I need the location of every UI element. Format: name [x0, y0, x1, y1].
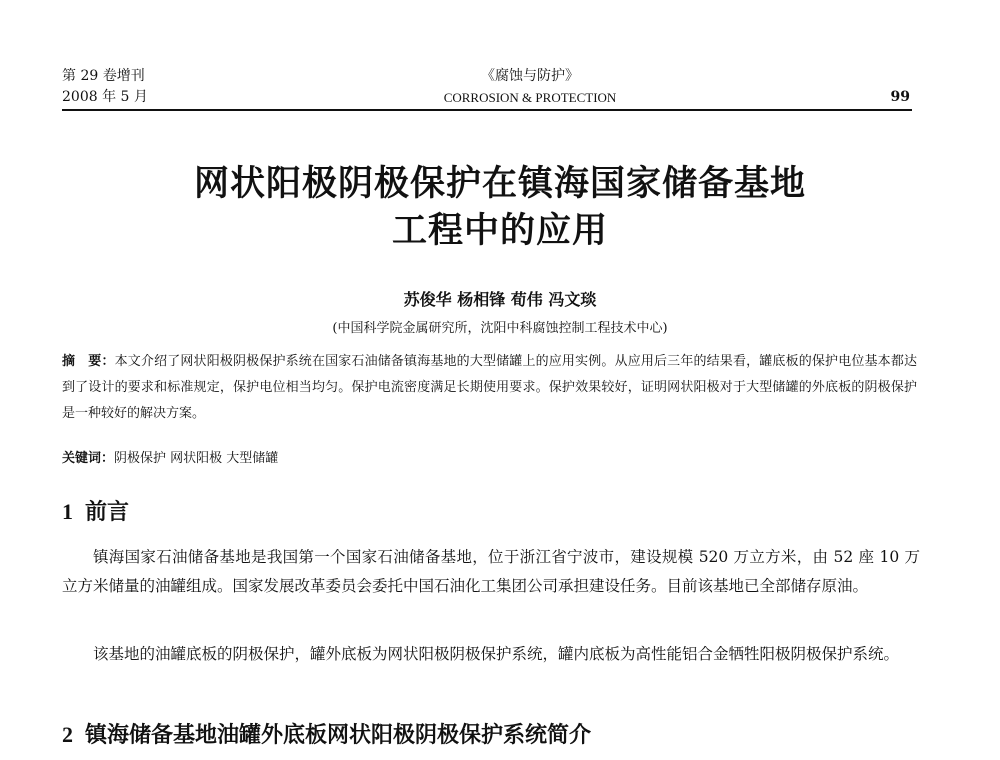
paper-title	[60, 161, 940, 255]
keywords-text: 阴极保护 网状阳极 大型储罐	[114, 451, 279, 466]
abstract-text: 本文介绍了网状阳极阴极保护系统在国家石油储备镇海基地的大型储罐上的应用实例。从应用后三年的结果看，罐底板的保护电位基本都达到了设计的要求和标准规定，保护电位相当均匀。保护电流密度满足长期使用要求。保护效果较好，证明网状阳极对于大型储罐的外底板的阴极保护是一种较好的解决方案。	[62, 354, 917, 421]
page-number: 99	[890, 89, 910, 105]
volume-label: 第 29 卷增刊	[62, 68, 145, 84]
author-affiliation: (中国科学院金属研究所，沈阳中科腐蚀控制工程技术中心)	[332, 321, 668, 336]
header-divider	[62, 109, 912, 111]
section-title: 镇海储备基地油罐外底板网状阳极阴极保护系统简介	[85, 723, 592, 748]
journal-issue-info	[62, 66, 148, 108]
author-list: 苏俊华 杨相锋 荀伟 冯文琰	[403, 290, 597, 309]
journal-name-cn: 《腐蚀与防护》	[481, 68, 579, 84]
issue-date: 2008 年 5 月	[62, 89, 148, 105]
title-line-1: 网状阳极阴极保护在镇海国家储备基地	[193, 164, 806, 204]
paragraph: 镇海国家石油储备基地是我国第一个国家石油储备基地，位于浙江省宁波市，建设规模 520 万立方米，由 52 座 10 万立方米储量的油罐组成。国家发展改革委员会委托中国石油化工集团公司承担建设任务。目前该基地已全部储存原油。	[62, 548, 920, 595]
keywords	[62, 449, 917, 469]
journal-name-en: CORROSION & PROTECTION	[443, 90, 617, 105]
section-number: 1	[62, 499, 73, 524]
abstract	[62, 349, 917, 427]
keywords-label: 关键词：	[62, 451, 115, 466]
title-line-2: 工程中的应用	[391, 211, 608, 251]
section-number: 2	[62, 722, 73, 747]
paragraph: 该基地的油罐底板的阴极保护，罐外底板为网状阳极阴极保护系统，罐内底板为高性能铝合金牺牲阳极阴极保护系统。	[93, 645, 900, 663]
abstract-label: 摘 要：	[62, 354, 115, 369]
section-heading-2	[62, 720, 922, 751]
journal-name	[380, 66, 680, 108]
section-title: 前言	[85, 500, 130, 525]
section-heading-1	[62, 497, 922, 528]
